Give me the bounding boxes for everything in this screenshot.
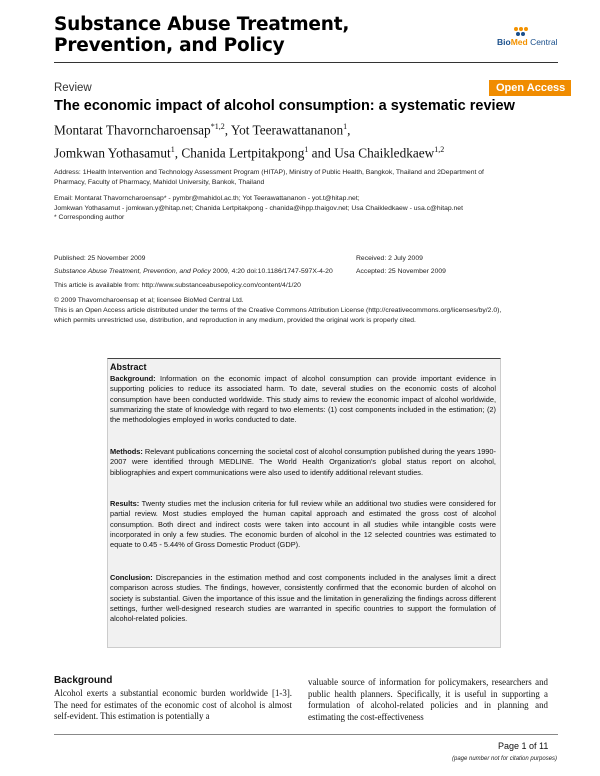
authors <box>54 117 574 164</box>
abstract-results: Results: Twenty studies met the inclusion criteria for full review while an additional two studies were considered for partial review. Most studies employed the human capital approach and estimated the gross cost of alcohol consumption. Both direct and indirect costs were taken into account in all studies while intangible costs were incorporated in only a few studies. The economic burden of alcohol in the 12 selected countries was estimated to equate to 0.45 - 5.44% of Gross Domestic Product (GDP). <box>110 499 496 550</box>
body-left-column: Alcohol exerts a substantial economic burden worldwide [1-3]. The need for estimates of the economic cost of alcohol is almost self-evident. This estimation is potentially a <box>54 688 292 722</box>
article-type: Review <box>54 82 92 94</box>
authors-line-1: Montarat Thavorncharoensap$^{*1,2}$, Yot Teerawattananon$^1$, <box>54 122 351 138</box>
journal-title-line-2: Prevention, and Policy <box>54 35 285 56</box>
accepted-date: Accepted: 25 November 2009 <box>356 268 446 275</box>
page-number-note: (page number not for citation purposes) <box>452 756 558 762</box>
abstract-methods: Methods: Relevant publications concerning the societal cost of alcohol consumption published during the years 1990-2007 were identified through MEDLINE. The World Health Organization's global status report on alcohol, bibliographies and expert communications were also used to identify additional relevant studies. <box>110 447 496 477</box>
address-line-1: Address: 1Health Intervention and Technology Assessment Program (HITAP), Ministry of Public Health, Bangkok, Thailand and 2Department of <box>54 169 484 176</box>
abstract-heading: Abstract <box>110 362 147 372</box>
abstract-conclusion: Conclusion: Discrepancies in the estimation method and cost components included in the analyses limit a direct comparison across studies. The findings, however, consistently confirmed that the economic burden of alcohol on society is substantial. Given the importance of this issue and the limitation in generalizing the findings across different settings, further well-designed research studies are warranted in specific countries to support the formulation of alcohol-related policies. <box>110 573 496 624</box>
license-line-1: This is an Open Access article distributed under the terms of the Creative Commons Attribution License (http://creativecommons.org/licenses/by/2.0), <box>54 307 502 314</box>
open-access-badge: Open Access <box>489 80 571 96</box>
affiliations <box>54 168 554 187</box>
copyright: © 2009 Thavorncharoensap et al; licensee BioMed Central Ltd. <box>54 297 244 304</box>
citation: Substance Abuse Treatment, Prevention, and Policy 2009, 4:20 doi:10.1186/1747-597X-4-20 <box>54 268 333 275</box>
published-date: Published: 25 November 2009 <box>54 255 146 262</box>
emails <box>54 194 554 223</box>
received-date: Received: 2 July 2009 <box>356 255 423 262</box>
address-line-2: Pharmacy, Faculty of Pharmacy, Mahidol University, Bankok, Thailand <box>54 178 265 186</box>
article-title: The economic impact of alcohol consumption: a systematic review <box>54 98 515 114</box>
license-line-2: which permits unrestricted use, distribution, and reproduction in any medium, provided the original work is properly cited. <box>54 316 416 324</box>
email-line-1: Email: Montarat Thavorncharoensap* - pymbr@mahidol.ac.th; Yot Teerawattananon - yot.t@hitap.net; <box>54 195 360 202</box>
article-url[interactable]: This article is available from: http://www.substanceabusepolicy.com/content/4/1/20 <box>54 282 301 289</box>
background-heading: Background <box>54 675 113 686</box>
page-number: Page 1 of 11 <box>498 741 549 751</box>
journal-title <box>54 14 349 56</box>
corresponding-author: * Corresponding author <box>54 214 125 221</box>
authors-line-2: Jomkwan Yothasamut$^1$, Chanida Lertpitakpong$^1$ and Usa Chaikledkaew$^{1,2}$ <box>54 145 445 161</box>
footer-rule <box>54 734 558 735</box>
abstract-background: Background: Information on the economic impact of alcohol consumption can provide important evidence in supporting policies to reduce its associated harm. To date, several studies on the economic costs of alcohol consumption have been conducted worldwide. This study aims to review the economic impact of alcohol worldwide, summarizing the state of knowledge with regard to two elements: (1) cost components included in the estimation; (2) the methodologies employed in works conducted to date. <box>110 374 496 425</box>
logo-text: BioMed Central <box>497 37 558 47</box>
header-rule <box>54 62 558 63</box>
body-right-column: valuable source of information for policymakers, researchers and public health planners. Specifically, it is useful in supporting a formulation of alcohol-related policies and in planning and estimating the cost-effectiveness <box>308 677 548 722</box>
email-line-2: Jomkwan Yothasamut - jomkwan.y@hitap.net; Chanida Lertpitakpong - chanida@ihpp.thaigov.net; Usa Chaikledkaew - usa.c@hitap.net <box>54 204 463 212</box>
license <box>54 306 564 325</box>
journal-title-line-1: Substance Abuse Treatment, <box>54 14 350 35</box>
abstract-box <box>107 358 501 648</box>
biomed-central-logo <box>497 27 557 51</box>
